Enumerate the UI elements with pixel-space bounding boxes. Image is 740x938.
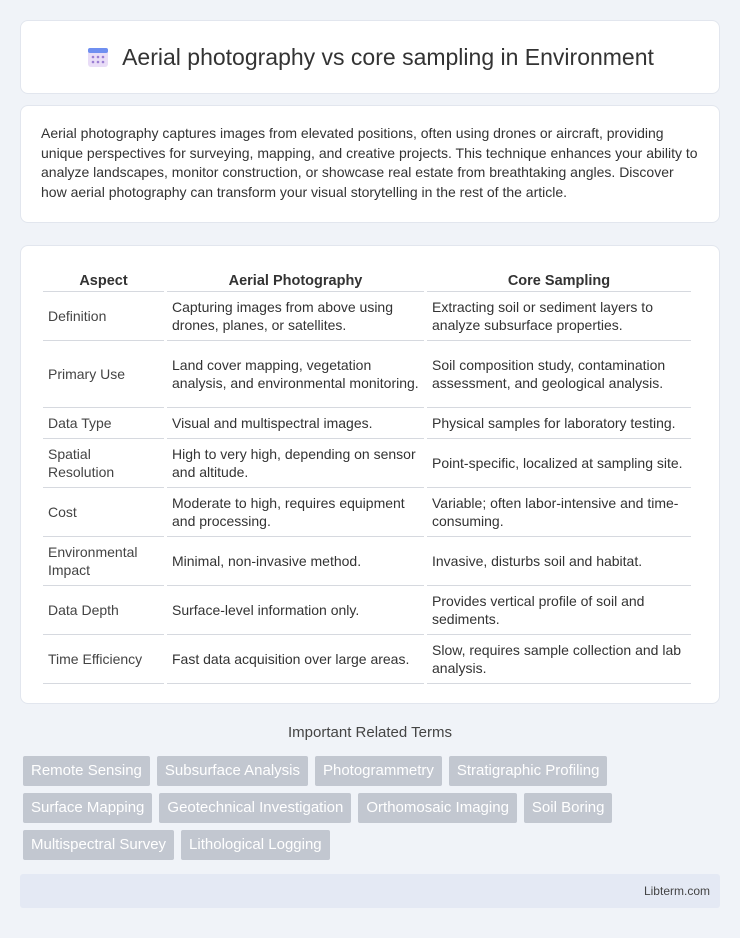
core-cell: Point-specific, localized at sampling site.: [427, 439, 691, 488]
table-row: [43, 635, 691, 684]
related-terms-title: Important Related Terms: [288, 724, 452, 741]
related-terms-row: [23, 756, 723, 786]
term-tag[interactable]: Geotechnical Investigation: [159, 793, 351, 823]
header-card: [20, 20, 720, 94]
term-tag[interactable]: Remote Sensing: [23, 756, 150, 786]
table-row: [43, 439, 691, 488]
aerial-cell: Moderate to high, requires equipment and processing.: [167, 488, 424, 537]
aerial-cell: Land cover mapping, vegetation analysis, and environmental monitoring.: [167, 341, 424, 408]
comparison-table: [40, 266, 694, 684]
footer-site-link[interactable]: Libterm.com: [643, 884, 710, 898]
aspect-cell: Cost: [43, 488, 164, 537]
aerial-cell: Fast data acquisition over large areas.: [167, 635, 424, 684]
aspect-cell: Spatial Resolution: [43, 439, 164, 488]
related-terms: [23, 756, 723, 867]
term-tag[interactable]: Stratigraphic Profiling: [449, 756, 608, 786]
table-row: [43, 341, 691, 408]
table-row: [43, 292, 691, 341]
term-tag[interactable]: Lithological Logging: [181, 830, 330, 860]
term-tag[interactable]: Soil Boring: [524, 793, 613, 823]
core-cell: Invasive, disturbs soil and habitat.: [427, 537, 691, 586]
intro-text: Aerial photography captures images from elevated positions, often using drones or aircraft, providing unique perspectives for surveying, mapping, and creative projects. This technique enhances your ability to analyze landscapes, monitor construction, or showcase real estate from breathtaking angles. Discover how aerial photography can transform your visual storytelling in the rest of the article.: [41, 125, 698, 200]
aerial-cell: Visual and multispectral images.: [167, 408, 424, 439]
term-tag[interactable]: Orthomosaic Imaging: [358, 793, 517, 823]
aerial-cell: Surface-level information only.: [167, 586, 424, 635]
aspect-cell: Data Type: [43, 408, 164, 439]
term-tag[interactable]: Photogrammetry: [315, 756, 442, 786]
core-cell: Slow, requires sample collection and lab analysis.: [427, 635, 691, 684]
related-terms-row: [23, 830, 723, 860]
aspect-cell: Environmental Impact: [43, 537, 164, 586]
core-cell: Variable; often labor-intensive and time-consuming.: [427, 488, 691, 537]
term-tag[interactable]: Surface Mapping: [23, 793, 152, 823]
aspect-cell: Data Depth: [43, 586, 164, 635]
aspect-cell: Definition: [43, 292, 164, 341]
table-row: [43, 488, 691, 537]
aerial-cell: Minimal, non-invasive method.: [167, 537, 424, 586]
table-row: [43, 586, 691, 635]
table-header-row: [43, 266, 691, 292]
core-cell: Physical samples for laboratory testing.: [427, 408, 691, 439]
related-terms-row: [23, 793, 723, 823]
aerial-cell: High to very high, depending on sensor and altitude.: [167, 439, 424, 488]
page-title: Aerial photography vs core sampling in Environment: [122, 43, 654, 70]
aspect-cell: Primary Use: [43, 341, 164, 408]
intro-card: [20, 105, 720, 223]
comparison-table-card: [20, 245, 720, 704]
table-row: [43, 408, 691, 439]
term-tag[interactable]: Multispectral Survey: [23, 830, 174, 860]
aerial-cell: Capturing images from above using drones, planes, or satellites.: [167, 292, 424, 341]
table-row: [43, 537, 691, 586]
term-tag[interactable]: Subsurface Analysis: [157, 756, 308, 786]
footer: [20, 874, 720, 908]
header-aspect: Aspect: [43, 266, 164, 292]
core-cell: Provides vertical profile of soil and sediments.: [427, 586, 691, 635]
core-cell: Extracting soil or sediment layers to analyze subsurface properties.: [427, 292, 691, 341]
header-aerial-photography: Aerial Photography: [167, 266, 424, 292]
header-core-sampling: Core Sampling: [427, 266, 691, 292]
core-cell: Soil composition study, contamination assessment, and geological analysis.: [427, 341, 691, 408]
calendar-grid-icon: [86, 45, 110, 69]
aspect-cell: Time Efficiency: [43, 635, 164, 684]
